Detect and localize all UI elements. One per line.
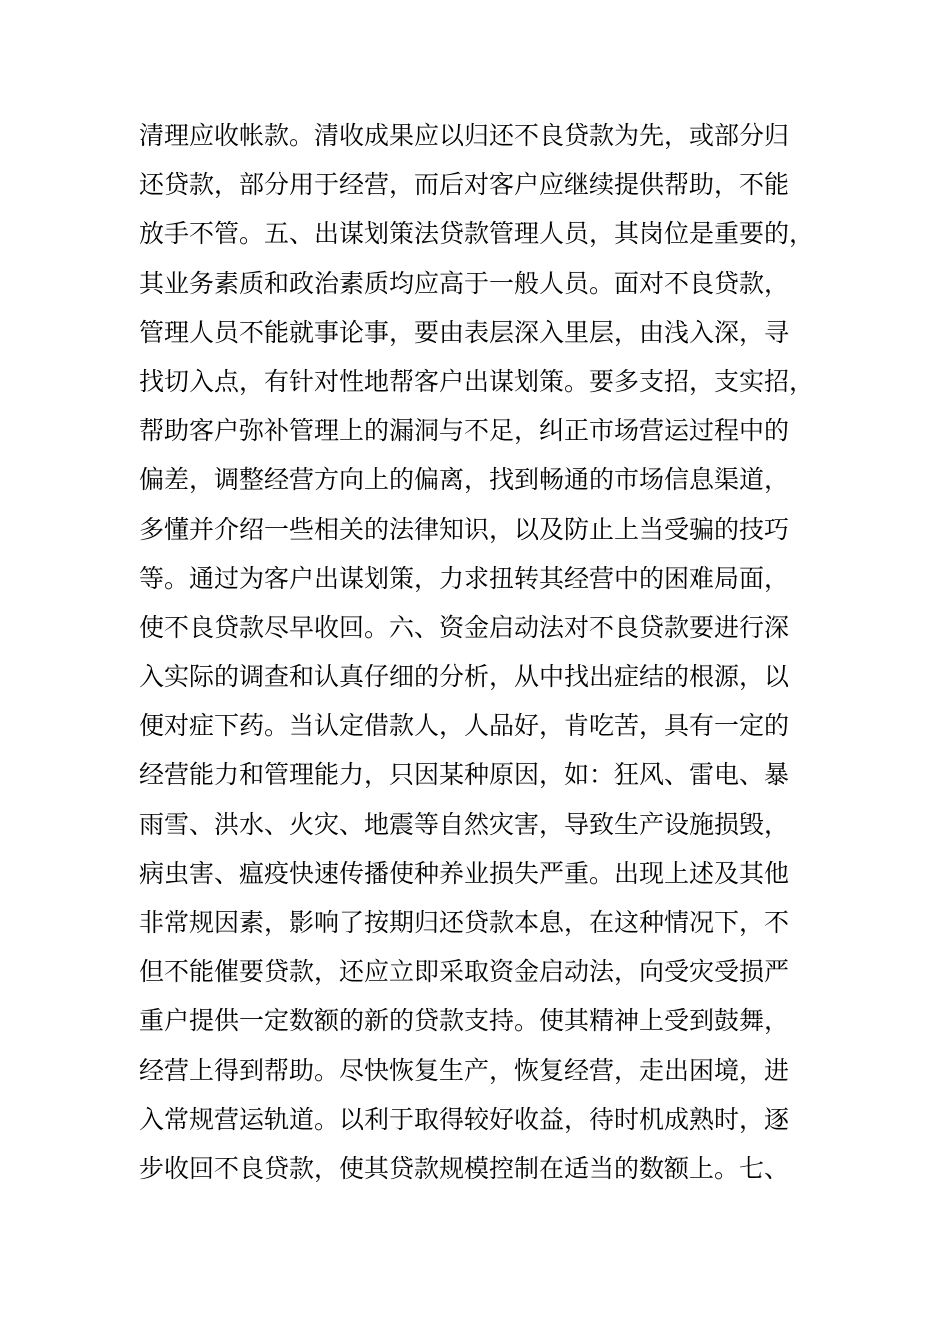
text-line-5: 管理人员不能就事论事，要由表层深入里层，由浅入深，寻 — [139, 317, 790, 347]
text-line-12: 入实际的调查和认真仔细的分析，从中找出症结的根源，以 — [139, 662, 790, 692]
text-line-15: 雨雪、洪水、火灾、地震等自然灾害，导致生产设施损毁， — [139, 809, 790, 839]
body-text — [139, 111, 819, 1193]
text-line-1: 清理应收帐款。清收成果应以归还不良贷款为先，或部分归 — [139, 121, 790, 150]
text-line-22: 步收回不良贷款，使其贷款规模控制在适当的数额上。七、 — [139, 1153, 790, 1183]
text-line-2: 还贷款，部分用于经营，而后对客户应继续提供帮助，不能 — [139, 170, 790, 200]
text-line-9: 多懂并介绍一些相关的法律知识，以及防止上当受骗的技巧 — [139, 514, 790, 544]
text-line-7: 帮助客户弥补管理上的漏洞与不足，纠正市场营运过程中的 — [139, 416, 790, 446]
text-line-6: 找切入点，有针对性地帮客户出谋划策。要多支招，支实招， — [139, 366, 815, 396]
text-line-13: 便对症下药。当认定借款人，人品好，肯吃苦，具有一定的 — [139, 711, 790, 741]
text-line-11: 使不良贷款尽早收回。六、资金启动法对不良贷款要进行深 — [139, 612, 790, 642]
text-line-20: 经营上得到帮助。尽快恢复生产，恢复经营，走出困境，进 — [139, 1055, 790, 1085]
text-line-4: 其业务素质和政治素质均应高于一般人员。面对不良贷款， — [139, 268, 790, 298]
text-line-21: 入常规营运轨道。以利于取得较好收益，待时机成熟时，逐 — [139, 1104, 790, 1134]
text-line-17: 非常规因素，影响了按期归还贷款本息，在这种情况下，不 — [139, 908, 790, 937]
text-line-19: 重户提供一定数额的新的贷款支持。使其精神上受到鼓舞， — [139, 1006, 790, 1036]
text-line-8: 偏差，调整经营方向上的偏离，找到畅通的市场信息渠道， — [139, 465, 790, 495]
text-line-14: 经营能力和管理能力，只因某种原因，如：狂风、雷电、暴 — [139, 760, 790, 790]
text-line-10: 等。通过为客户出谋划策，力求扭转其经营中的困难局面， — [139, 563, 790, 593]
text-line-16: 病虫害、瘟疫快速传播使种养业损失严重。出现上述及其他 — [139, 858, 790, 888]
text-line-18: 但不能催要贷款，还应立即采取资金启动法，向受灾受损严 — [139, 957, 790, 987]
text-line-3: 放手不管。五、出谋划策法贷款管理人员，其岗位是重要的， — [139, 219, 815, 249]
